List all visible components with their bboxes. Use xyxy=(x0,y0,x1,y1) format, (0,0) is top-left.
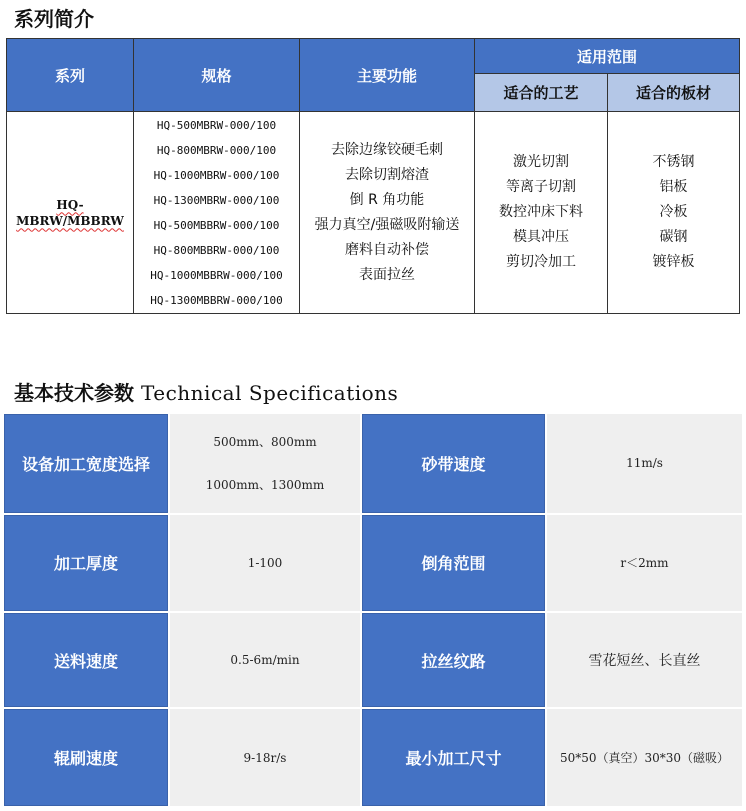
spec-item: HQ-500MBRW-000/100 xyxy=(156,118,277,132)
spec-value-line: 500mm、800mm xyxy=(213,435,317,450)
function-item: 表面拉丝 xyxy=(359,266,415,283)
process-item: 数控冲床下料 xyxy=(499,204,583,220)
spec-value: 50*50（真空）30*30（磁吸） xyxy=(547,709,742,806)
header-material: 适合的板材 xyxy=(608,74,740,112)
section-title-specs xyxy=(14,377,398,406)
header-series: 系列 xyxy=(7,39,134,112)
table-row xyxy=(4,414,742,513)
header-scope: 适用范围 xyxy=(475,39,740,74)
header-process: 适合的工艺 xyxy=(475,74,608,112)
spec-label: 倒角范围 xyxy=(362,515,545,612)
series-cell xyxy=(7,112,134,314)
material-item: 冷板 xyxy=(659,204,688,220)
function-item: 去除切割熔渣 xyxy=(345,166,429,183)
process-item: 等离子切割 xyxy=(506,179,576,195)
header-spec: 规格 xyxy=(134,39,300,112)
spec-label: 最小加工尺寸 xyxy=(362,709,545,806)
functions-cell xyxy=(300,112,475,314)
section-title-intro: 系列简介 xyxy=(14,7,94,31)
process-item: 剪切冷加工 xyxy=(506,254,576,270)
spec-value: r＜2mm xyxy=(547,515,742,612)
section-title-specs-en: Technical Specifications xyxy=(140,381,399,405)
material-cell xyxy=(608,112,740,314)
process-item: 模具冲压 xyxy=(513,229,569,245)
spec-value: 雪花短丝、长直丝 xyxy=(547,613,742,707)
tech-spec-table xyxy=(2,412,744,808)
function-item: 去除边缘铰硬毛刺 xyxy=(331,141,443,158)
spec-label: 辊刷速度 xyxy=(4,709,168,806)
spec-item: HQ-800MBRW-000/100 xyxy=(156,143,277,157)
table-row xyxy=(4,709,742,806)
spec-item: HQ-1300MBRW-000/100 xyxy=(153,193,280,207)
spec-item: HQ-1000MBRW-000/100 xyxy=(153,168,280,182)
spec-value: 9-18r/s xyxy=(170,709,360,806)
function-item: 强力真空/强磁吸附输送 xyxy=(314,216,460,233)
series-table xyxy=(6,38,740,314)
table-row xyxy=(4,515,742,612)
spec-label: 砂带速度 xyxy=(362,414,545,513)
spec-label: 送料速度 xyxy=(4,613,168,707)
spec-item: HQ-1300MBBRW-000/100 xyxy=(150,293,283,307)
spec-label: 拉丝纹路 xyxy=(362,613,545,707)
table-row xyxy=(4,613,742,707)
series-name: HQ-MBRW/MBBRW xyxy=(16,197,124,228)
material-item: 铝板 xyxy=(659,179,688,195)
material-item: 碳钢 xyxy=(659,229,688,245)
spec-label: 加工厚度 xyxy=(4,515,168,612)
spec-item: HQ-500MBBRW-000/100 xyxy=(153,218,280,232)
spec-item: HQ-1000MBBRW-000/100 xyxy=(150,268,283,282)
material-item: 不锈钢 xyxy=(652,154,695,170)
spec-value-line: 1000mm、1300mm xyxy=(205,478,325,493)
spec-value: 11m/s xyxy=(547,414,742,513)
function-item: 磨料自动补偿 xyxy=(345,241,429,258)
function-item: 倒 R 角功能 xyxy=(349,191,425,208)
process-item: 激光切割 xyxy=(513,154,569,170)
process-cell xyxy=(475,112,608,314)
spec-label: 设备加工宽度选择 xyxy=(4,414,168,513)
spec-value xyxy=(170,414,360,513)
spec-value: 1-100 xyxy=(170,515,360,612)
spec-cell xyxy=(134,112,300,314)
material-item: 镀锌板 xyxy=(652,254,695,270)
section-title-specs-cn: 基本技术参数 xyxy=(14,381,134,405)
header-functions: 主要功能 xyxy=(300,39,475,112)
spec-item: HQ-800MBBRW-000/100 xyxy=(153,243,280,257)
spec-value: 0.5-6m/min xyxy=(170,613,360,707)
